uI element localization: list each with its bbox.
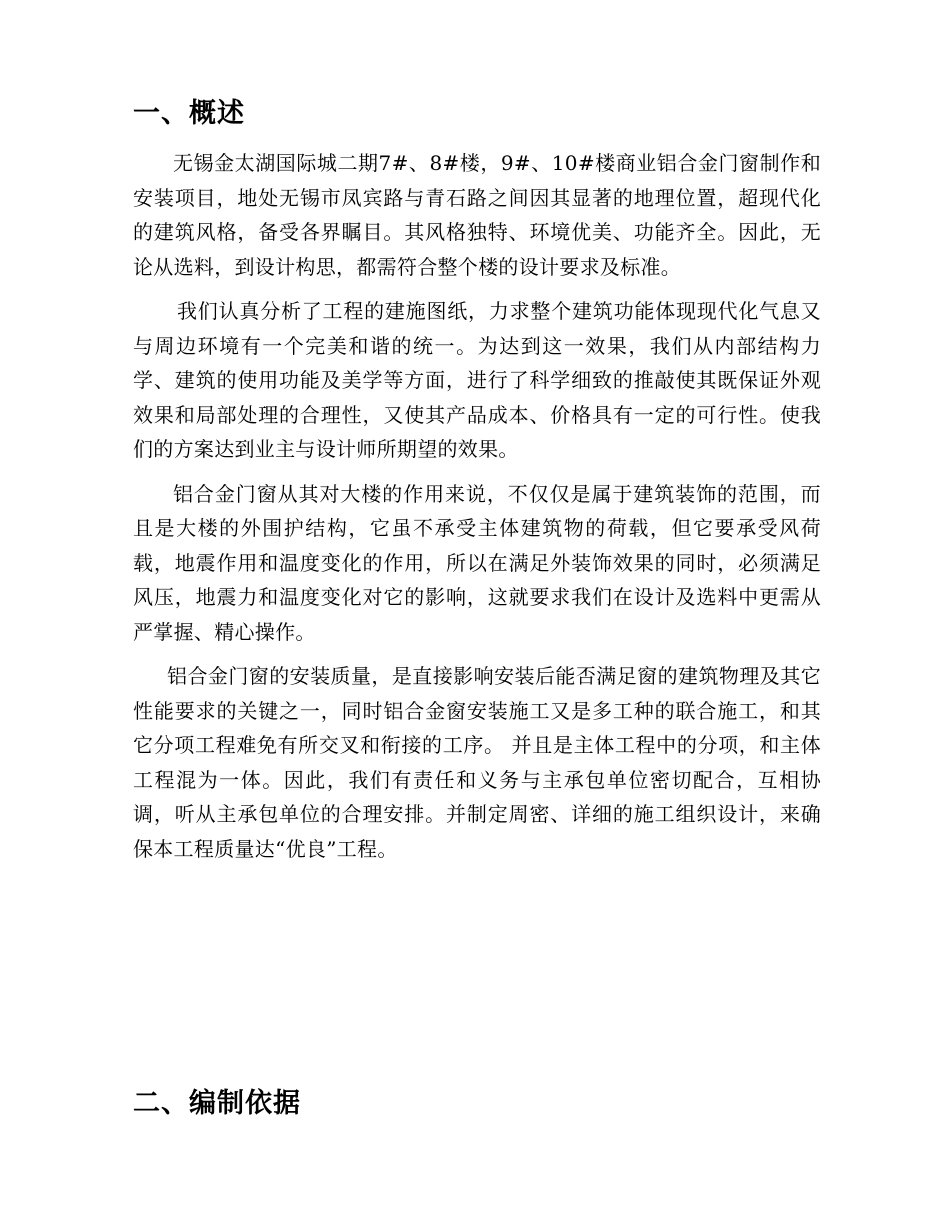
- paragraph-project-intro: 无锡金太湖国际城二期7#、8#楼，9#、10#楼商业铝合金门窗制作和安装项目，地处无锡市凤宾路与青石路之间因其显著的地理位置，超现代化的建筑风格，备受各界瞩目。其风格独特、环境优美、功能齐全。因此，无论从选料，到设计构思，都需符合整个楼的设计要求及标准。: [133, 151, 821, 279]
- section-title-basis: 二、编制依据: [133, 1088, 301, 1119]
- paragraph-design-analysis: 我们认真分析了工程的建施图纸，力求整个建筑功能体现现代化气息又与周边环境有一个完美和谐的统一。为达到这一效果，我们从内部结构力学、建筑的使用功能及美学等方面，进行了科学细致的推敲使其既保证外观效果和局部处理的合理性，又使其产品成本、价格具有一定的可行性。使我们的方案达到业主与设计师所期望的效果。: [133, 299, 821, 461]
- overview-body: [133, 146, 821, 866]
- paragraph-window-function: 铝合金门窗从其对大楼的作用来说，不仅仅是属于建筑装饰的范围，而且是大楼的外围护结构，它虽不承受主体建筑物的荷载，但它要承受风荷载，地震作用和温度变化的作用，所以在满足外装饰效果的同时，必须满足风压，地震力和温度变化对它的影响，这就要求我们在设计及选料中更需从严掌握、精心操作。: [133, 481, 821, 644]
- paragraph-installation-quality: 铝合金门窗的安装质量，是直接影响安装后能否满足窗的建筑物理及其它性能要求的关键之一，同时铝合金窗安装施工又是多工种的联合施工，和其它分项工程难免有所交叉和衔接的工序。 并且是主体工程中的分项，和主体工程混为一体。因此，我们有责任和义务与主承包单位密切配合，互相协调，听从主承包单位的合理安排。并制定周密、详细的施工组织设计，来确保本工程质量达“优良”工程。: [133, 664, 821, 861]
- section-title-overview: 一、概述: [133, 98, 245, 129]
